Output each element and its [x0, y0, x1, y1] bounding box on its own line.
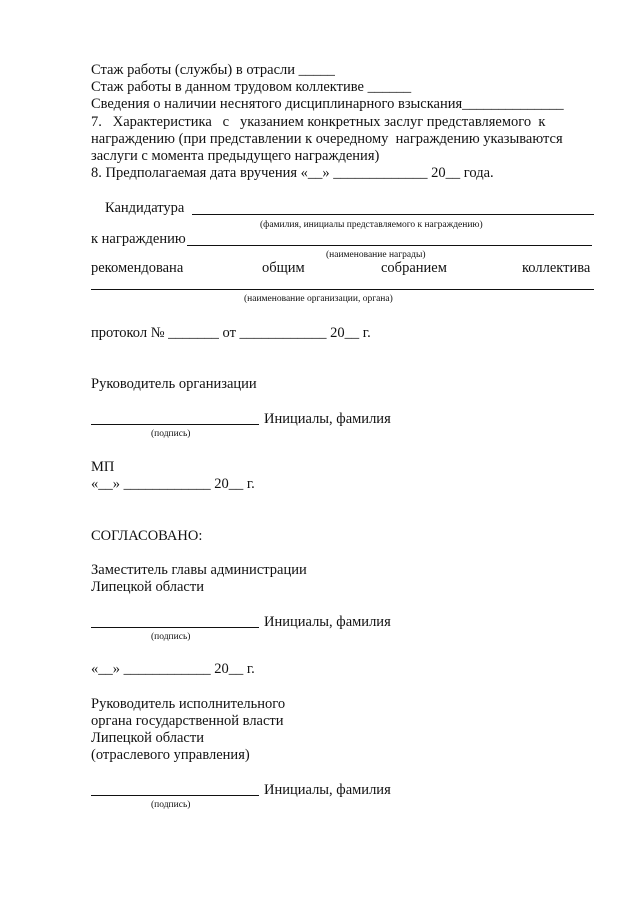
deputy-title-line-2: Липецкой области — [91, 579, 204, 595]
recommended-word-1: рекомендована — [91, 260, 184, 276]
deputy-name: Инициалы, фамилия — [264, 614, 391, 630]
organization-fill-line — [91, 289, 594, 290]
experience-industry-line: Стаж работы (службы) в отрасли _____ — [91, 62, 335, 78]
protocol-line: протокол № _______ от ____________ 20__ г. — [91, 325, 371, 341]
exec-sign-hint: (подпись) — [151, 800, 191, 810]
candidacy-hint: (фамилия, инициалы представляемого к награждению) — [260, 220, 483, 230]
recommended-word-3: собранием — [381, 260, 447, 276]
award-label: к награждению — [91, 231, 186, 247]
characteristic-line-3: заслуги с момента предыдущего награждения) — [91, 148, 380, 164]
deputy-sign-hint: (подпись) — [151, 632, 191, 642]
characteristic-line-1: 7. Характеристика с указанием конкретных заслуг представляемого к — [91, 114, 546, 130]
head-signature-line — [91, 424, 259, 425]
deputy-signature-line — [91, 627, 259, 628]
head-date-line: «__» ____________ 20__ г. — [91, 476, 255, 492]
head-sign-hint: (подпись) — [151, 429, 191, 439]
organization-hint: (наименование организации, органа) — [244, 294, 393, 304]
candidacy-label: Кандидатура — [105, 200, 185, 216]
experience-collective-line: Стаж работы в данном трудовом коллективе ______ — [91, 79, 412, 95]
recommended-word-2: общим — [262, 260, 305, 276]
deputy-date-line: «__» ____________ 20__ г. — [91, 661, 255, 677]
presentation-date-line: 8. Предполагаемая дата вручения «__» _____________ 20__ года. — [91, 165, 494, 181]
head-name: Инициалы, фамилия — [264, 411, 391, 427]
exec-title-line-2: органа государственной власти — [91, 713, 284, 729]
award-fill-line — [187, 245, 592, 246]
exec-name: Инициалы, фамилия — [264, 782, 391, 798]
exec-title-line-3: Липецкой области — [91, 730, 204, 746]
exec-signature-line — [91, 795, 259, 796]
agreed-heading: СОГЛАСОВАНО: — [91, 528, 203, 544]
award-hint: (наименование награды) — [326, 250, 426, 260]
candidacy-fill-line — [192, 214, 594, 215]
head-title: Руководитель организации — [91, 376, 257, 392]
exec-title-line-1: Руководитель исполнительного — [91, 696, 286, 712]
characteristic-line-2: награждению (при представлении к очередному награждению указываются — [91, 131, 563, 147]
exec-title-line-4: (отраслевого управления) — [91, 747, 250, 763]
disciplinary-line: Сведения о наличии неснятого дисциплинарного взыскания______________ — [91, 96, 564, 112]
seal-label: МП — [91, 459, 115, 475]
deputy-title-line-1: Заместитель главы администрации — [91, 562, 307, 578]
recommended-word-4: коллектива — [522, 260, 591, 276]
